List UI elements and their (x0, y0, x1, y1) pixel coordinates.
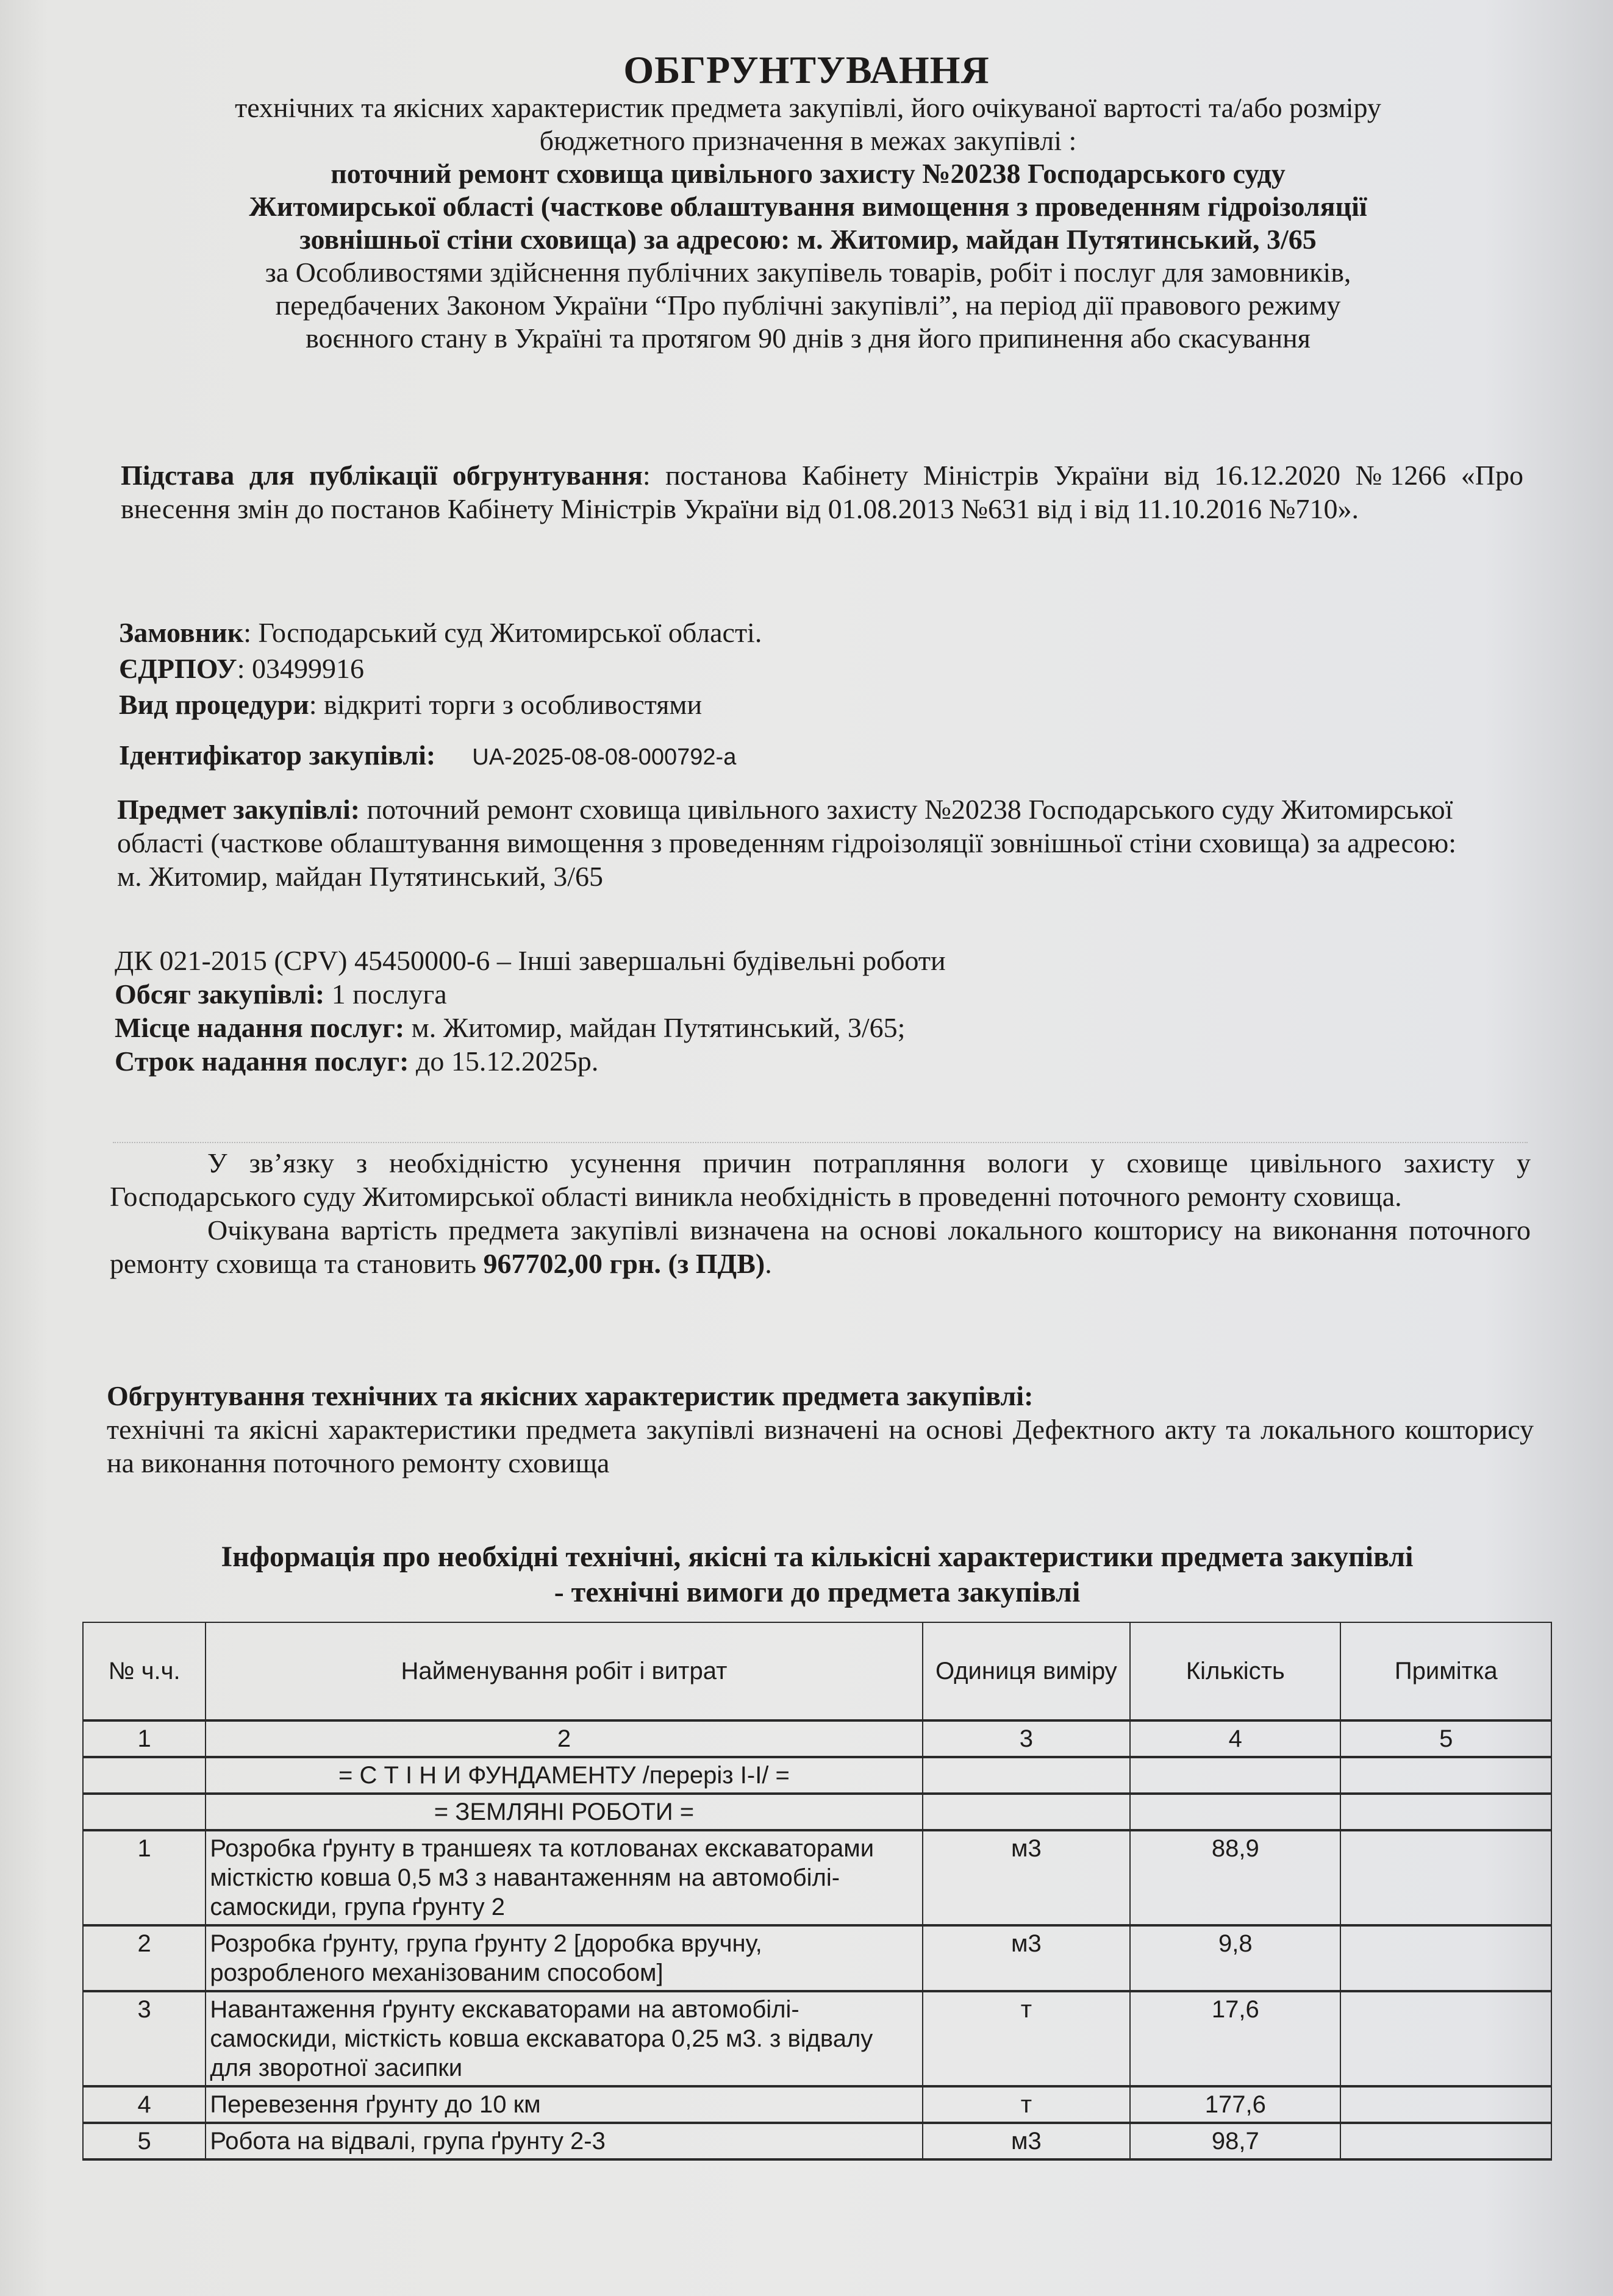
row-unit: т (923, 1991, 1131, 2086)
justification-paragraphs (110, 1146, 1531, 1280)
section-row (83, 1757, 1551, 1794)
volume-line (115, 977, 1523, 1011)
cost-suffix: . (765, 1248, 772, 1279)
table-row (83, 2123, 1551, 2159)
term-value: до 15.12.2025р. (409, 1046, 599, 1077)
col-number: 5 (1340, 1720, 1551, 1757)
procedure-line (119, 688, 1528, 721)
empty-cell (923, 1794, 1131, 1830)
edrpou-value: : 03499916 (237, 653, 364, 684)
row-no: 1 (83, 1830, 206, 1925)
section-row (83, 1794, 1551, 1830)
table-header-row (83, 1622, 1551, 1720)
header-name: Найменування робіт і витрат (206, 1622, 922, 1720)
place-line (115, 1011, 1523, 1044)
procedure-label: Вид процедури (119, 689, 309, 720)
place-value: м. Житомир, майдан Путятинський, 3/65; (404, 1012, 906, 1043)
empty-cell (83, 1757, 206, 1794)
customer-line (119, 616, 1528, 649)
subject-block (117, 793, 1483, 893)
table-row (83, 2086, 1551, 2123)
section-earthworks: = ЗЕМЛЯНІ РОБОТИ = (206, 1794, 922, 1830)
customer-label: Замовник (119, 617, 244, 648)
cost-amount: 967702,00 грн. (з ПДВ) (483, 1248, 765, 1279)
row-qty: 9,8 (1130, 1925, 1340, 1991)
legal-line: воєнного стану в Україні та протягом 90 днів з дня його припинення або скасування (306, 323, 1311, 354)
row-qty: 88,9 (1130, 1830, 1340, 1925)
row-name: Робота на відвалі, група ґрунту 2-3 (206, 2123, 922, 2159)
empty-cell (1130, 1757, 1340, 1794)
procurement-details (115, 944, 1523, 1078)
row-no: 4 (83, 2086, 206, 2123)
edrpou-label: ЄДРПОУ (119, 653, 237, 684)
technical-basis-text: технічні та якісні характеристики предмета закупівлі визначені на основі Дефектного акту та локального кошторису на виконання поточного ремонту сховища (107, 1414, 1534, 1478)
technical-basis (107, 1379, 1534, 1480)
table-title (104, 1539, 1531, 1610)
empty-cell (1130, 1794, 1340, 1830)
row-no: 5 (83, 2123, 206, 2159)
empty-cell (1340, 1757, 1551, 1794)
row-note (1340, 1925, 1551, 1991)
row-unit: м3 (923, 1925, 1131, 1991)
term-line (115, 1044, 1523, 1078)
row-name: Перевезення ґрунту до 10 км (206, 2086, 922, 2123)
procedure-value: : відкриті торги з особливостями (309, 689, 703, 720)
technical-basis-heading: Обгрунтування технічних та якісних характеристик предмета закупівлі: (107, 1380, 1034, 1411)
row-note (1340, 2086, 1551, 2123)
volume-value: 1 послуга (324, 979, 447, 1010)
basis-label: Підстава для публікації обгрунтування (121, 460, 643, 491)
section-divider (113, 1142, 1528, 1143)
paragraph-cost (110, 1213, 1531, 1280)
edrpou-line (119, 652, 1528, 685)
table-title-line2: - технічні вимоги до предмета закупівлі (554, 1576, 1081, 1608)
subject-bold-line: зовнішньої стіни сховища) за адресою: м. Житомир, майдан Путятинський, 3/65 (299, 224, 1317, 255)
col-number: 2 (206, 1720, 922, 1757)
header-no: № ч.ч. (83, 1622, 206, 1720)
table-title-line1: Інформація про необхідні технічні, якісні та кількісні характеристики предмета закупівлі (221, 1541, 1414, 1573)
header-note: Примітка (1340, 1622, 1551, 1720)
subject-label: Предмет закупівлі: (117, 794, 360, 825)
col-number: 1 (83, 1720, 206, 1757)
requirements-table (82, 1622, 1552, 2161)
place-label: Місце надання послуг: (115, 1012, 405, 1043)
table-row (83, 1991, 1551, 2086)
cpv-line: ДК 021-2015 (CPV) 45450000-6 – Інші завершальні будівельні роботи (115, 945, 946, 976)
subtitle-line: бюджетного призначення в межах закупівлі : (539, 125, 1077, 156)
table-row (83, 1925, 1551, 1991)
customer-value: : Господарський суд Житомирської області. (243, 617, 762, 648)
cost-text: Очікувана вартість предмета закупівлі визначена на основі локального кошторису на виконання поточного ремонту сховища та становить (110, 1214, 1531, 1279)
identifier-label: Ідентифікатор закупівлі: (119, 740, 436, 771)
row-qty: 177,6 (1130, 2086, 1340, 2123)
identifier-value: UA-2025-08-08-000792-a (472, 744, 737, 770)
header-qty: Кількість (1130, 1622, 1340, 1720)
row-name: Навантаження ґрунту екскаваторами на автомобілі-самоскиди, місткість ковша екскаватора 0,25 м3. з відвалу для зворотної засипки (206, 1991, 922, 2086)
document-subtitle (98, 91, 1518, 355)
row-name: Розробка ґрунту, група ґрунту 2 [доробка вручну, розробленого механізованим способом] (206, 1925, 922, 1991)
term-label: Строк надання послуг: (115, 1046, 409, 1077)
paragraph-need: У зв’язку з необхідністю усунення причин потрапляння вологи у сховище цивільного захисту у Господарського суду Житомирської області виникла необхідність в проведенні поточного ремонту сховища. (110, 1147, 1531, 1212)
publication-basis (121, 458, 1523, 526)
section-walls-foundation: = С Т І Н И ФУНДАМЕНТУ /переріз І-І/ = (206, 1757, 922, 1794)
subject-bold-line: Житомирської області (часткове облаштування вимощення з проведенням гідроізоляції (249, 191, 1367, 222)
row-note (1340, 2123, 1551, 2159)
volume-label: Обсяг закупівлі: (115, 979, 325, 1010)
customer-block (119, 616, 1528, 774)
empty-cell (83, 1794, 206, 1830)
row-no: 3 (83, 1991, 206, 2086)
col-number: 3 (923, 1720, 1131, 1757)
subject-value: поточний ремонт сховища цивільного захисту №20238 Господарського суду Житомирської області (часткове облаштування вимощення з проведенням гідроізоляції зовнішньої стіни сховища) за адресою: м. Житомир, майдан Путятинський, 3/65 (117, 794, 1457, 892)
legal-line: за Особливостями здійснення публічних закупівель товарів, робіт і послуг для замовників, (265, 257, 1351, 288)
subject-bold-line: поточний ремонт сховища цивільного захисту №20238 Господарського суду (331, 158, 1286, 189)
table-row (83, 1830, 1551, 1925)
legal-line: передбачених Законом України “Про публічні закупівлі”, на період дії правового режиму (275, 290, 1341, 321)
row-unit: т (923, 2086, 1131, 2123)
identifier-line (119, 738, 1528, 774)
row-note (1340, 1991, 1551, 2086)
col-number: 4 (1130, 1720, 1340, 1757)
document-title: ОБГРУНТУВАННЯ (623, 48, 990, 91)
row-unit: м3 (923, 2123, 1131, 2159)
empty-cell (1340, 1794, 1551, 1830)
empty-cell (923, 1757, 1131, 1794)
row-name: Розробка ґрунту в траншеях та котлованах екскаваторами місткістю ковша 0,5 м3 з навантаженням на автомобілі-самоскиди, група ґрунту 2 (206, 1830, 922, 1925)
row-unit: м3 (923, 1830, 1131, 1925)
row-qty: 98,7 (1130, 2123, 1340, 2159)
header-unit: Одиниця виміру (923, 1622, 1131, 1720)
row-no: 2 (83, 1925, 206, 1991)
basis-text: : постанова Кабінету Міністрів України від 16.12.2020 №1266 «Про внесення змін до постанов Кабінету Міністрів України від 01.08.2013 №631 від і від 11.10.2016 №710». (121, 460, 1523, 524)
row-qty: 17,6 (1130, 1991, 1340, 2086)
column-number-row (83, 1720, 1551, 1757)
row-note (1340, 1830, 1551, 1925)
subtitle-line: технічних та якісних характеристик предмета закупівлі, його очікуваної вартості та/або розміру (235, 92, 1381, 123)
